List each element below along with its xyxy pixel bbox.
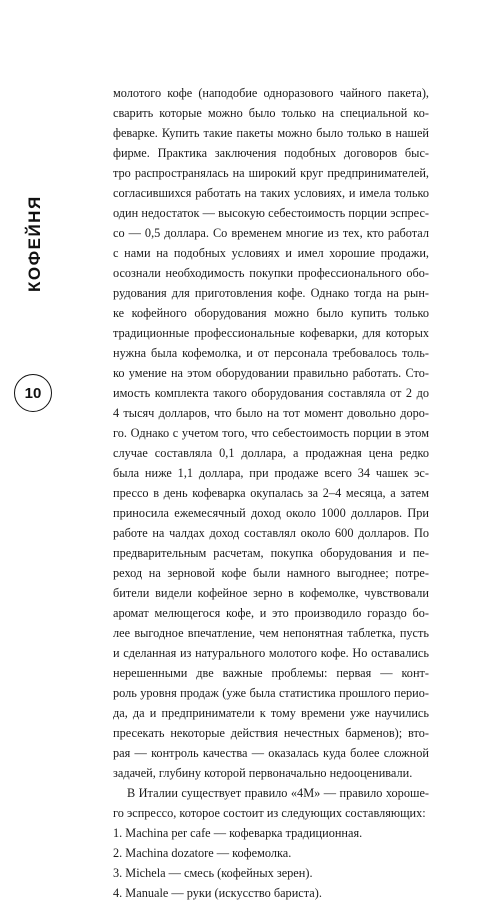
text-line: 4 тысяч долларов, что было на тот момент довольно доро- (113, 406, 429, 420)
text-line: го. Однако с учетом того, что себестоимость порции в этом (113, 426, 429, 440)
page-number-badge (14, 374, 52, 412)
page-number: 10 (24, 384, 42, 402)
list-item: 2. Machina dozatore — кофемолка. (113, 846, 292, 860)
text-line: ке кофейного оборудования можно было купить только (113, 306, 429, 320)
text-line: задачей, глубину которой первоначально недооценивали. (113, 766, 413, 780)
rules-list (113, 823, 429, 903)
text-line: имость комплекта такого оборудования составляла от 2 до (113, 386, 429, 400)
text-line: работе на чалдах доход составлял около 600 долларов. По (113, 526, 429, 540)
paragraph-2 (113, 783, 429, 823)
text-line: с нами на подобных условиях и имел хорошие продажи, (113, 246, 429, 260)
page-body (113, 83, 429, 903)
list-item: 3. Michela — смесь (кофейных зерен). (113, 866, 313, 880)
text-line: го эспрессо, которое состоит из следующих составляющих: (113, 806, 426, 820)
running-head-title: КОФЕЙНЯ (25, 195, 44, 292)
text-line: традиционные профессиональные кофеварки, для которых (113, 326, 429, 340)
text-line: один недостаток — высокую себестоимость порции эспрес- (113, 206, 429, 220)
text-line: пресекать некоторые действия нечестных барменов); вто- (113, 726, 429, 740)
text-line: реход на зерновой кофе были намного выгоднее; потре- (113, 566, 429, 580)
text-line: феварке. Купить такие пакеты можно было только в нашей (113, 126, 429, 140)
text-line: тро распространялась на широкий круг предпринимателей, (113, 166, 429, 180)
text-line: согласившихся работать на таких условиях, и имела только (113, 186, 429, 200)
text-line: лее выгодное впечатление, чем непонятная таблетка, пусть (113, 626, 429, 640)
sidebar (0, 0, 50, 800)
text-line: нужна была кофемолка, и от персонала требовалось толь- (113, 346, 429, 360)
text-line: молотого кофе (наподобие одноразового чайного пакета), (113, 86, 429, 100)
text-line: случае составляла 0,1 доллара, а продажная цена редко (113, 446, 429, 460)
list-item: 1. Machina per cafe — кофеварка традиционная. (113, 826, 363, 840)
paragraph-1 (113, 83, 429, 783)
text-line: В Италии существует правило «4M» — правило хороше- (127, 786, 429, 800)
text-line: роль уровня продаж (уже была статистика прошлого перио- (113, 686, 429, 700)
text-line: предварительным расчетам, покупка оборудования и пе- (113, 546, 429, 560)
text-line: аромат мелющегося кофе, и это производило гораздо бо- (113, 606, 429, 620)
text-line: бители видели кофейное зерно в кофемолке, чувствовали (113, 586, 429, 600)
text-line: ко умение на этом оборудовании правильно работать. Сто- (113, 366, 429, 380)
text-line: приносила ежемесячный доход около 1000 долларов. При (113, 506, 429, 520)
text-line: со — 0,5 доллара. Со временем многие из тех, кто работал (113, 226, 429, 240)
text-line: прессо в день кофеварка окупалась за 2–4 месяца, а затем (113, 486, 429, 500)
text-line: нерешенными две важные проблемы: первая — конт- (113, 666, 429, 680)
text-line: рудования для приготовления кофе. Однако тогда на рын- (113, 286, 429, 300)
text-line: рая — контроль качества — оказалась куда более сложной (113, 746, 429, 760)
text-line: да, да и предприниматели к тому времени уже научились (113, 706, 429, 720)
text-line: была ниже 1,1 доллара, при продаже всего 34 чашек эс- (113, 466, 429, 480)
text-line: фирме. Практика заключения подобных договоров быс- (113, 146, 429, 160)
text-line: сварить которые можно было только на специальной ко- (113, 106, 429, 120)
text-line: и сделанная из натурального молотого кофе. Но оставались (113, 646, 429, 660)
text-line: осознали необходимость покупки профессионального обо- (113, 266, 429, 280)
list-item: 4. Manuale — руки (искусство бариста). (113, 886, 322, 900)
